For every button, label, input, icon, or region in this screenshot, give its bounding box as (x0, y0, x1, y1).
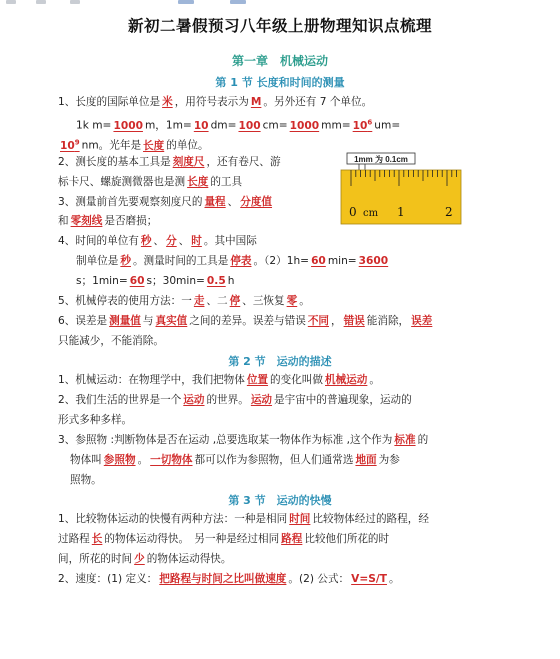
s3-line-1: 1、比较物体运动的快慢有两种方法：一种是相同 时间 比较物体经过的路程，经 (58, 513, 429, 525)
s2-line-1: 1、机械运动：在物理学中，我们把物体 位置 的变化叫做 机械运动 。 (58, 374, 380, 386)
document-title: 新初二暑假预习八年级上册物理知识点梳理 (127, 17, 432, 35)
s1-line-8: 4、时间的单位有 秒 、 分 、 时 。其中国际 (58, 235, 257, 247)
s1-line-1: 1、长度的国际单位是 米 ，用符号表示为 M 。另外还有 7 个单位。 (58, 96, 373, 108)
s1-line-5: 标卡尺、螺旋测微器也是测 长度 的工具 (58, 176, 243, 188)
ruler-label-0: 0 (349, 205, 357, 219)
chapter-title: 第一章 机械运动 (231, 54, 328, 68)
s1-line-11: 5、机械停表的使用方法：一 走 、二 停 、三恢复 零 。 (58, 295, 310, 307)
s2-line-3: 形式多种多样。 (58, 414, 133, 426)
s2-line-2: 2、我们生活的世界是一个 运动 的世界。 运动 是宇宙中的普遍现象，运动的 (58, 394, 412, 406)
ruler-svg (339, 152, 463, 228)
ruler-label-2: 2 (445, 205, 453, 219)
s1-line-13: 只能减少，不能消除。 (58, 335, 164, 347)
s2-line-4: 3、参照物 :判断物体是否在运动 ,总要选取某一物体作为标准 ,这个作为 标准 的 (58, 434, 429, 446)
s3-line-4: 2、速度：(1) 定义： 把路程与时间之比叫做速度 。(2) 公式： V=S/T 。 (58, 573, 400, 585)
s2-line-6: 照物。 (70, 474, 102, 486)
s1-line-4: 2、测长度的基本工具是 刻度尺 ，还有卷尺、游 (58, 156, 281, 168)
ruler-label-1: 1 (397, 205, 405, 219)
ruler-caption: 1mm 为 0.1cm (354, 155, 408, 164)
s3-line-2: 过路程 长 的物体运动得快。 另一种是经过相同 路程 比较他们所花的时 (58, 533, 390, 545)
top-toolbar-strip (0, 0, 560, 6)
section-1-title: 第 1 节 长度和时间的测量 (215, 76, 345, 89)
s1-line-3: $10^9$ nm。光年是 长度 的单位。 (60, 138, 209, 152)
section-3-title: 第 3 节 运动的快慢 (228, 494, 332, 507)
s1-line-2: 1k m= 1000 m，1m= 10 dm= 100 cm= 1000 $mm= 10^6$ um= (76, 118, 401, 132)
ruler-unit: cm (363, 208, 379, 219)
s1-line-7: 和 零刻线 是否磨损； (58, 215, 158, 227)
s3-line-3: 间，所花的时间 少 的物体运动得快。 (58, 553, 232, 565)
s1-line-12: 6、误差是 测量值 与 真实值 之间的差异。误差与错误 不同 ， 错误 能消除， 误差 (58, 315, 433, 327)
s1-line-6: 3、测量前首先要观察刻度尺的 量程 、 分度值 (58, 196, 273, 208)
s1-line-9: 制单位是 秒 。测量时间的工具是 停表 。（2）1h= 60 min= 3600 (76, 255, 389, 267)
s2-line-5: 物体叫 参照物 。 一切物体 都可以作为参照物，但人们通常选 地面 为参 (70, 454, 400, 466)
section-2-title: 第 2 节 运动的描述 (228, 355, 332, 368)
ruler-illustration (339, 152, 463, 228)
s1-line-10: s；1min= 60 s；30min= 0.5 h (76, 275, 235, 287)
